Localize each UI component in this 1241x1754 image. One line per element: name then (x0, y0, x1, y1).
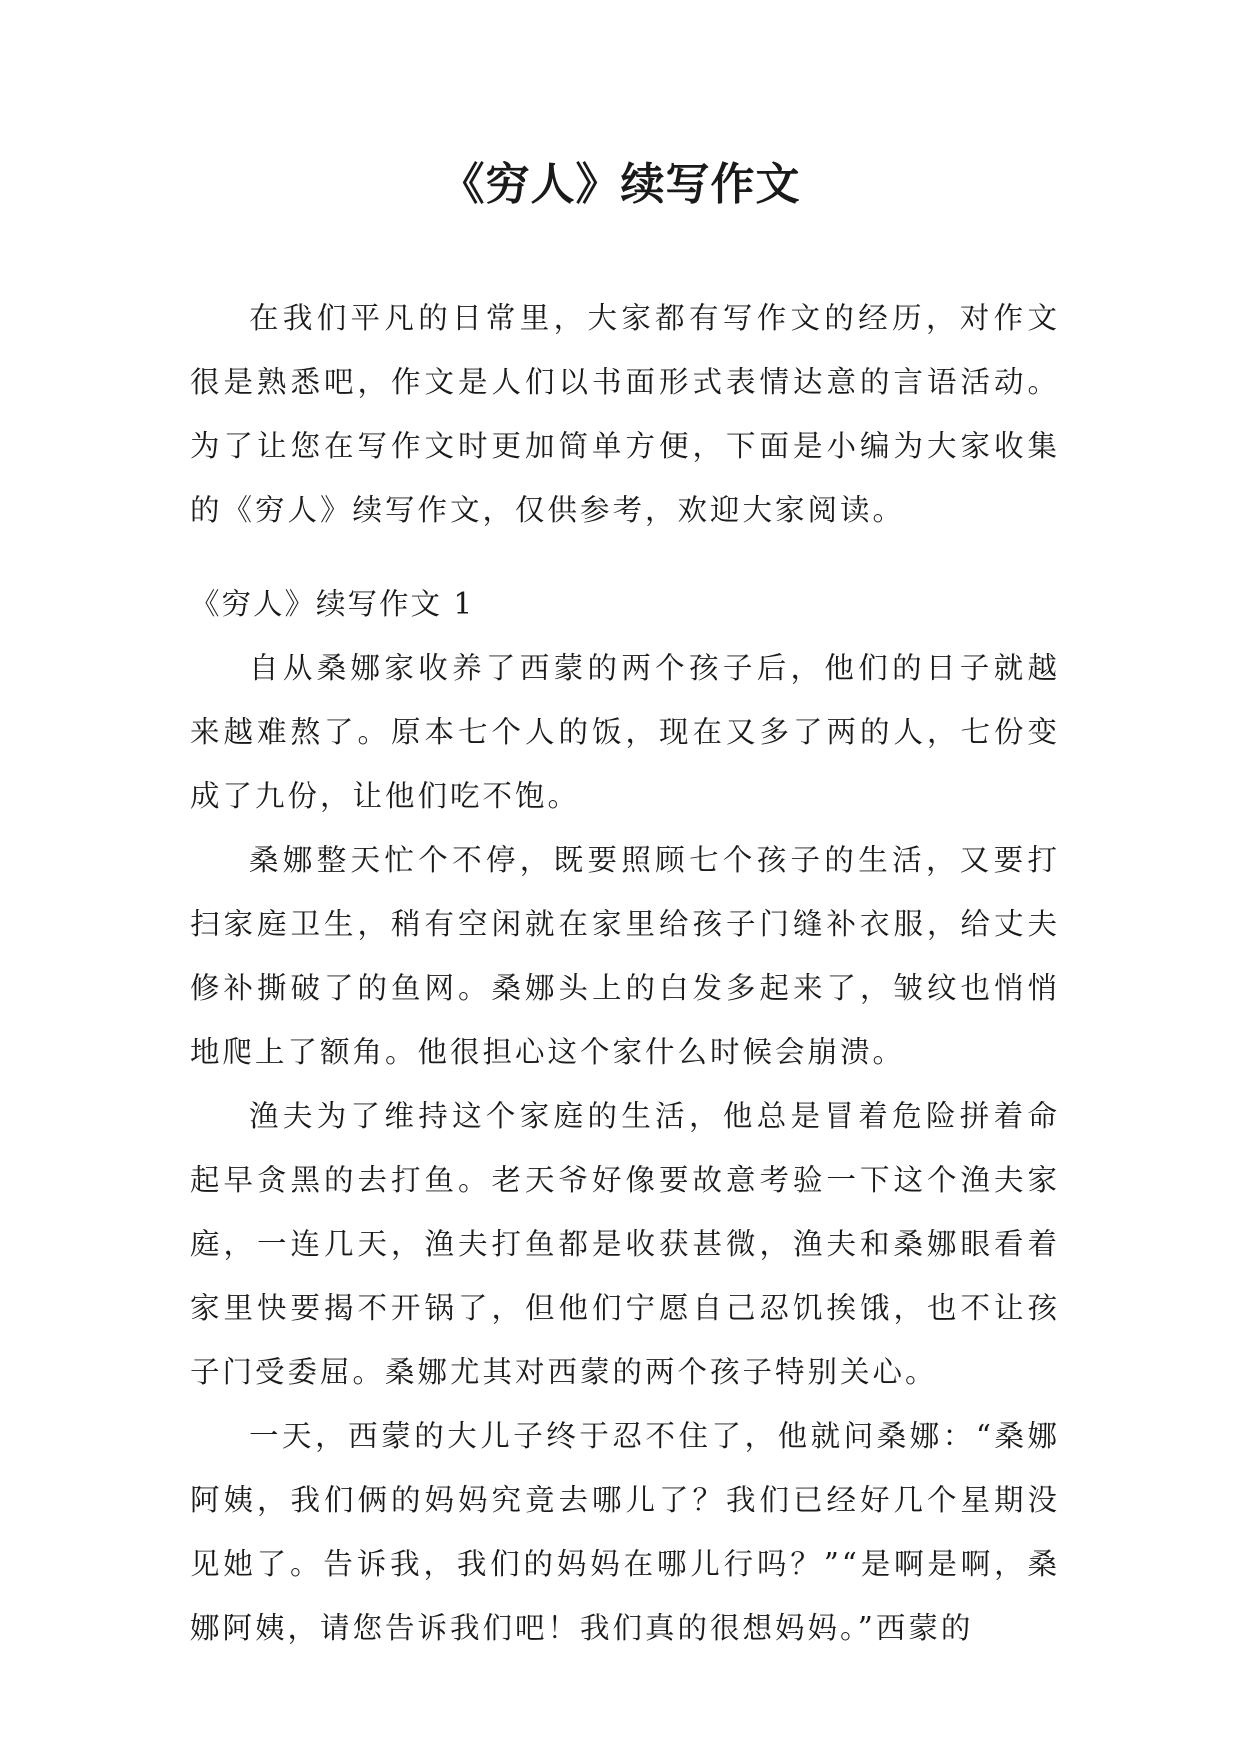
paragraph: 自从桑娜家收养了西蒙的两个孩子后，他们的日子就越来越难熬了。原本七个人的饭，现在又多了两的人，七份变成了九份，让他们吃不饱。 (190, 651, 1060, 813)
intro-block (190, 286, 1060, 542)
intro-paragraph: 在我们平凡的日常里，大家都有写作文的经历，对作文很是熟悉吧，作文是人们以书面形式表情达意的言语活动。为了让您在写作文时更加简单方便，下面是小编为大家收集的《穷人》续写作文，仅供参考，欢迎大家阅读。 (190, 301, 1060, 527)
section-heading: 《穷人》续写作文 1 (190, 587, 475, 621)
essay-section (190, 572, 1060, 1660)
paragraph: 一天，西蒙的大儿子终于忍不住了，他就问桑娜：“桑娜阿姨，我们俩的妈妈究竟去哪儿了？我们已经好几个星期没见她了。告诉我，我们的妈妈在哪儿行吗？”“是啊是啊，桑娜阿姨，请您告诉我们吧！我们真的很想妈妈。”西蒙的 (190, 1419, 1060, 1645)
document-title: 《穷人》续写作文 (440, 159, 801, 210)
paragraph: 桑娜整天忙个不停，既要照顾七个孩子的生活，又要打扫家庭卫生，稍有空闲就在家里给孩子门缝补衣服，给丈夫修补撕破了的鱼网。桑娜头上的白发多起来了，皱纹也悄悄地爬上了额角。他很担心这个家什么时候会崩溃。 (190, 843, 1060, 1069)
paragraph: 渔夫为了维持这个家庭的生活，他总是冒着危险拼着命起早贪黑的去打鱼。老天爷好像要故意考验一下这个渔夫家庭，一连几天，渔夫打鱼都是收获甚微，渔夫和桑娜眼看着家里快要揭不开锅了，但他们宁愿自己忍饥挨饿，也不让孩子门受委屈。桑娜尤其对西蒙的两个孩子特别关心。 (190, 1099, 1060, 1389)
